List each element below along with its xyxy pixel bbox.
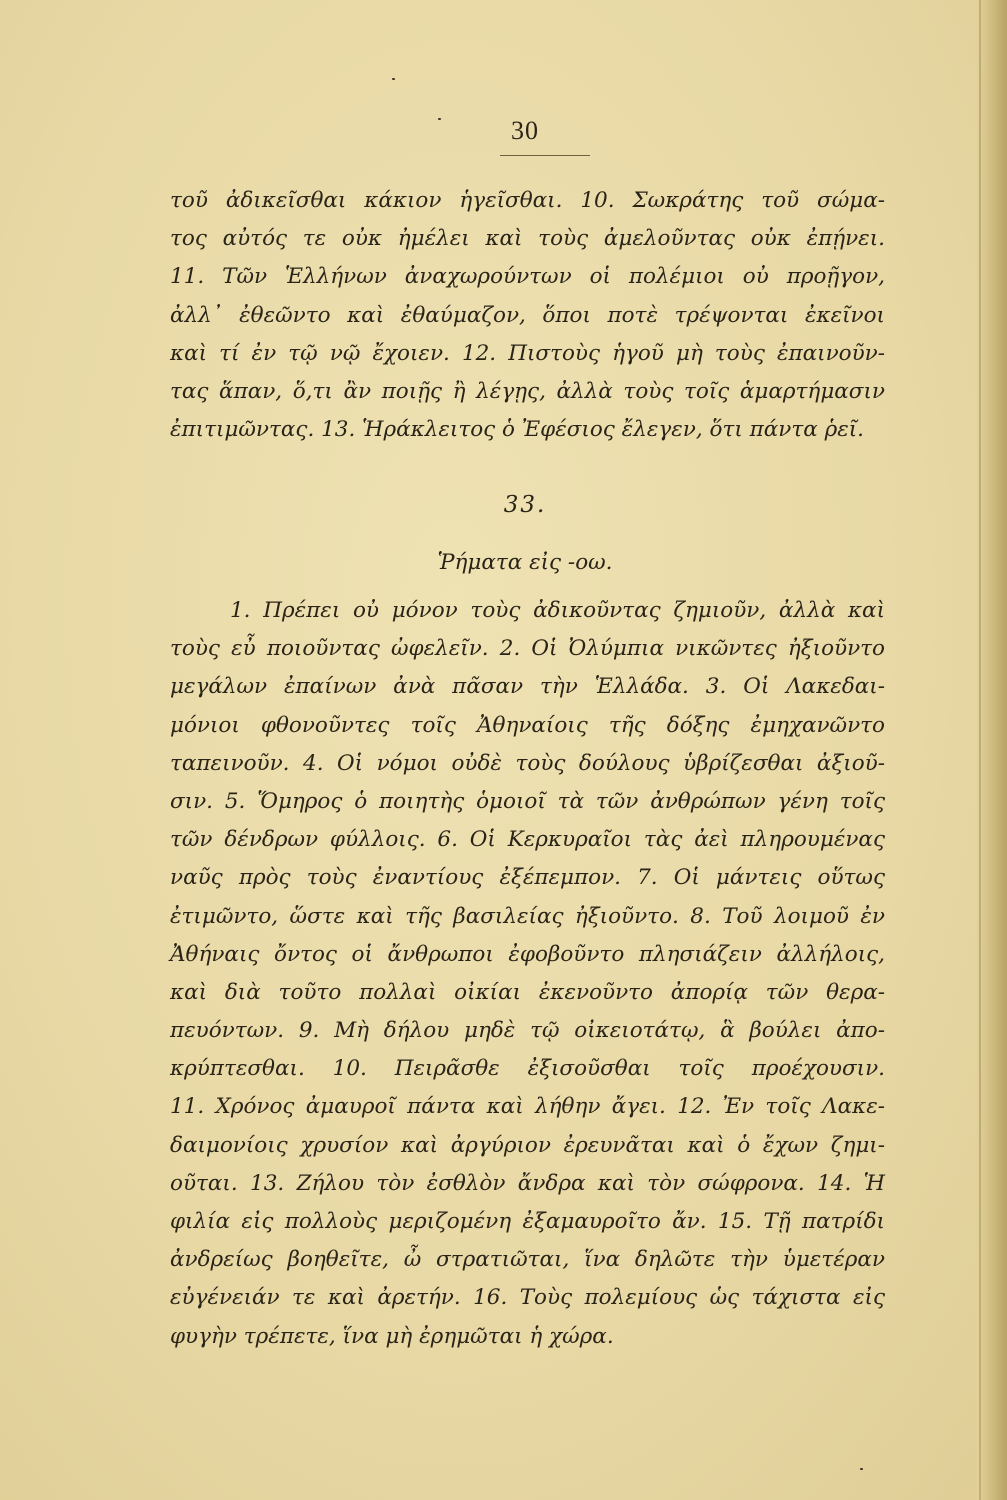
text-line: κρύπτεσθαι. 10. Πειρᾶσθε ἐξισοῦσθαι τοῖς προέχουσιν. — [170, 1056, 885, 1082]
text-line: φιλία εἰς πολλοὺς μεριζομένη ἐξαμαυροῖτο ἄν. 15. Τῇ πατρίδι — [170, 1209, 885, 1234]
page-edge-line — [979, 0, 981, 1500]
text-line: μεγάλων ἐπαίνων ἀνὰ πᾶσαν τὴν Ἑλλάδα. 3. Οἱ Λακεδαι- — [170, 674, 885, 700]
text-line: 11. Χρόνος ἀμαυροῖ πάντα καὶ λήθην ἄγει. 12. Ἐν τοῖς Λακε- — [170, 1094, 885, 1120]
text-line: τῶν δένδρων φύλλοις. 6. Οἱ Κερκυραῖοι τὰς ἀεὶ πληρουμένας — [170, 827, 885, 853]
section-number: 33. — [503, 492, 547, 518]
paper-speck — [438, 118, 441, 120]
main-paragraph — [170, 592, 885, 1356]
text-line: ναῦς πρὸς τοὺς ἐναντίους ἐξέπεμπον. 7. Οἱ μάντεις οὕτως — [170, 865, 885, 891]
text-line: ἐπιτιμῶντας. 13. Ἡράκλειτος ὁ Ἐφέσιος ἔλεγεν, ὅτι πάντα ῥεῖ. — [170, 417, 865, 443]
text-line: καὶ τί ἐν τῷ νῷ ἔχοιεν. 12. Πιστοὺς ἡγοῦ μὴ τοὺς ἐπαινοῦν- — [170, 340, 885, 366]
text-line: 1. Πρέπει οὐ μόνον τοὺς ἀδικοῦντας ζημιοῦν, ἀλλὰ καὶ — [230, 598, 885, 623]
text-line: τοῦ ἀδικεῖσθαι κάκιον ἡγεῖσθαι. 10. Σωκράτης τοῦ σώμα- — [170, 188, 885, 213]
text-line: τος αὐτός τε οὐκ ἠμέλει καὶ τοὺς ἀμελοῦντας οὐκ ἐπῄνει. — [170, 226, 885, 252]
text-line: ταπεινοῦν. 4. Οἱ νόμοι οὐδὲ τοὺς δούλους ὑβρίζεσθαι ἀξιοῦ- — [170, 750, 885, 776]
section-title: Ῥήματα εἰς -οω. — [437, 550, 613, 575]
text-line: σιν. 5. Ὅμηρος ὁ ποιητὴς ὁμοιοῖ τὰ τῶν ἀνθρώπων γένη τοῖς — [170, 788, 885, 814]
text-line: ἀνδρείως βοηθεῖτε, ὦ στρατιῶται, ἵνα δηλῶτε τὴν ὑμετέραν — [170, 1247, 885, 1273]
text-line: δαιμονίοις χρυσίον καὶ ἀργύριον ἐρευνᾶται καὶ ὁ ἔχων ζημι- — [170, 1132, 885, 1158]
text-line: φυγὴν τρέπετε, ἵνα μὴ ἐρημῶται ἡ χώρα. — [170, 1323, 614, 1349]
text-line: εὐγένειάν τε καὶ ἀρετήν. 16. Τοὺς πολεμίους ὡς τάχιστα εἰς — [170, 1285, 885, 1311]
text-line: μόνιοι φθονοῦντες τοῖς Ἀθηναίοις τῆς δόξης ἐμηχανῶντο — [170, 712, 885, 738]
page-number: 30 — [511, 116, 539, 145]
text-line: ἐτιμῶντο, ὥστε καὶ τῆς βασιλείας ἠξιοῦντο. 8. Τοῦ λοιμοῦ ἐν — [170, 903, 885, 929]
text-line: Ἀθήναις ὄντος οἱ ἄνθρωποι ἐφοβοῦντο πλησιάζειν ἀλλήλοις, — [170, 941, 885, 967]
text-line: οῦται. 13. Ζήλου τὸν ἐσθλὸν ἄνδρα καὶ τὸν σώφρονα. 14. Ἡ — [170, 1170, 885, 1196]
text-line: τας ἅπαν, ὅ,τι ἂν ποιῇς ἢ λέγῃς, ἀλλὰ τοὺς τοῖς ἁμαρτήμασιν — [170, 378, 885, 404]
text-line: ἀλλ᾽ ἐθεῶντο καὶ ἐθαύμαζον, ὅποι ποτὲ τρέψονται ἐκεῖνοι — [170, 302, 885, 328]
paper-speck — [392, 78, 395, 80]
top-paragraph — [170, 182, 885, 449]
text-line: 11. Τῶν Ἑλλήνων ἀναχωρούντων οἱ πολέμιοι οὐ προῇγον, — [170, 264, 885, 290]
text-line: πευόντων. 9. Μὴ δήλου μηδὲ τῷ οἰκειοτάτῳ, ἃ βούλει ἀπο- — [170, 1018, 885, 1044]
paper-speck — [860, 1468, 863, 1470]
page-edge-shadow — [977, 0, 1007, 1500]
text-line: τοὺς εὖ ποιοῦντας ὠφελεῖν. 2. Οἱ Ὀλύμπια νικῶντες ἠξιοῦντο — [170, 636, 885, 662]
text-line: καὶ διὰ τοῦτο πολλαὶ οἰκίαι ἐκενοῦντο ἀπορίᾳ τῶν θερα- — [170, 979, 885, 1005]
page-number-rule — [500, 155, 590, 156]
